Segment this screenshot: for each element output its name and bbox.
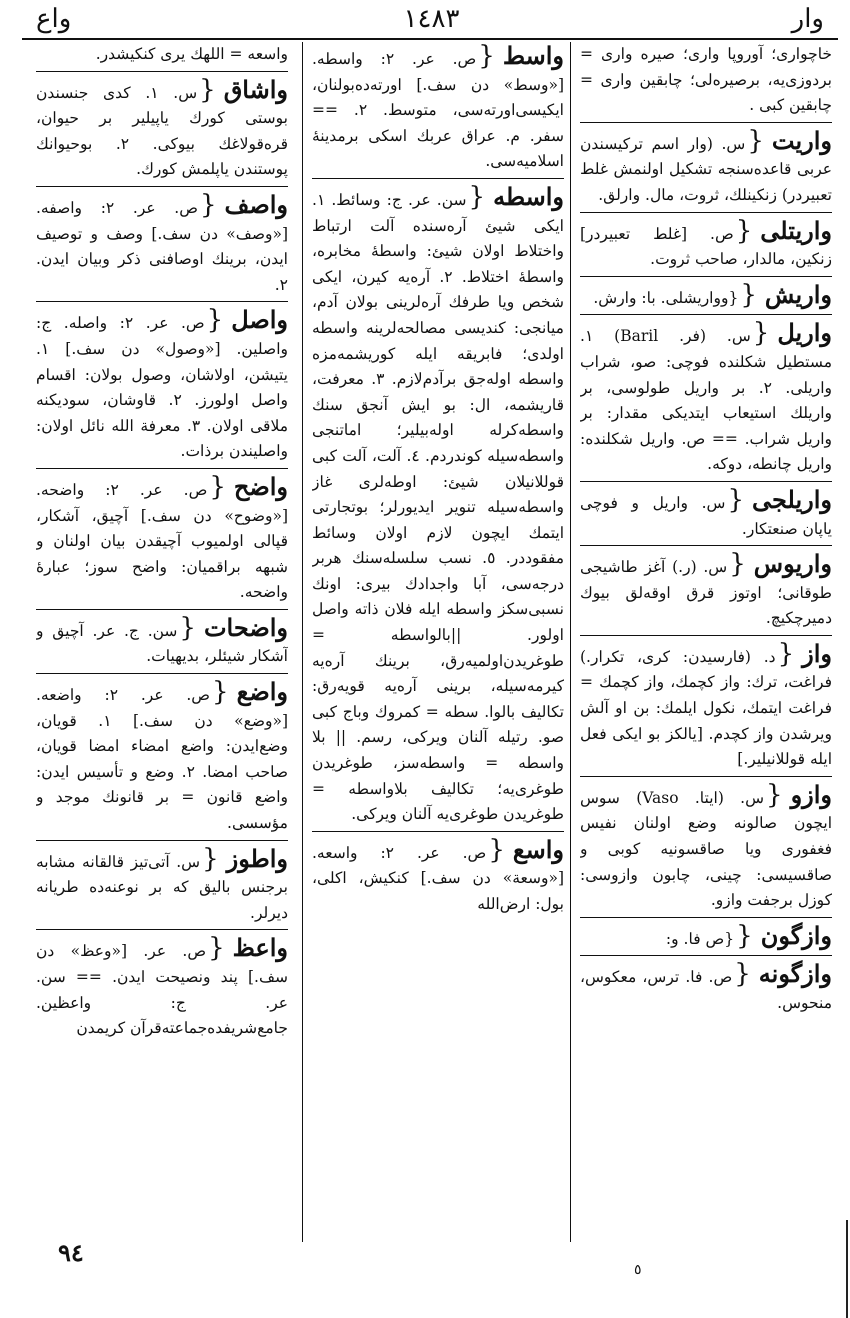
page-number: ١٤٨٣ bbox=[403, 4, 460, 34]
entry-definition: ص. عر. ٢: واضحه. [«وضوح» دن سف.] آچیق، آشکار، قپالی اولمیوب آچیقدن بیان اولنان و شبهه براقمیان: واضح سوز؛ عبارهٔ واضحه. bbox=[36, 480, 288, 602]
running-header bbox=[22, 0, 838, 38]
entry-headword: واسط bbox=[502, 42, 564, 70]
dictionary-entry bbox=[580, 127, 832, 213]
entry-brace: { bbox=[727, 484, 745, 515]
entry-headword: واسع bbox=[512, 834, 564, 864]
entry-definition: س. واریل و فوچی یاپان صنعتکار. bbox=[580, 493, 832, 538]
entry-definition: س. (ایتا. Vaso) سوس ایچون صالونه وضع اولنان نفیس فغفوری ویا صاقسونیه کوبی و صاقسیسی: چینی، چابون وازوسی: کوزل برجفت وازو. bbox=[580, 788, 832, 910]
dictionary-entry bbox=[580, 42, 832, 123]
entry-definition: س. (وار اسم ترکیسندن عربی قاعده‌سنجه تشکیل اولنمش غلط تعبیردر) زنکینلك، ثروت، مال. وارلق. bbox=[580, 134, 832, 204]
entry-headword: واضع bbox=[236, 677, 288, 707]
entry-definition: {وواریشلی. با: وارش. bbox=[593, 288, 739, 307]
dictionary-entry bbox=[312, 42, 564, 179]
column-left bbox=[36, 42, 288, 1242]
dictionary-entry bbox=[580, 319, 832, 482]
dictionary-entry bbox=[580, 922, 832, 957]
entry-brace: { bbox=[209, 471, 226, 502]
entry-brace: { bbox=[199, 74, 216, 105]
entry-brace: { bbox=[206, 305, 224, 336]
entry-definition: س. (ر.) آغز طاشیجی طوقانی؛ اوتوز قرق اوقه‌لق بیوك دمیرچکیچ. bbox=[580, 558, 832, 628]
dictionary-entry bbox=[312, 836, 564, 921]
entry-definition: ص. عر. ٢: واصله. ج: واصلین. [«وصول» دن سف.] ١. یتیشن، اولاشان، وصول بولان: اقسام واصل اولورز. ٢. قاوشان، سودیکنه ملاقی اولان. ٣. معرفة الله نائل اولان: واصلیندن برذات. bbox=[36, 314, 288, 461]
entry-definition: {ص فا. و: bbox=[665, 929, 735, 948]
dictionary-entry bbox=[36, 845, 288, 931]
entry-brace: { bbox=[179, 612, 196, 643]
dictionary-entry bbox=[36, 614, 288, 674]
header-left: واع bbox=[36, 4, 72, 34]
dictionary-entry bbox=[580, 281, 832, 316]
entry-definition: س. (فر. Baril) ١. مستطیل شکلنده فوچی: صو، شراب واریلی. ٢. بر واریل طولوسی، بر واریلك استیعاب ایتدیکی مقدار: بر واریل شراب. == ص. واریل شکلنده: واریل چانطه، دوکه. bbox=[580, 327, 832, 474]
dictionary-entry bbox=[580, 550, 832, 636]
footer-mark: ٥ bbox=[634, 1262, 642, 1278]
entry-definition: ص. [غلط تعبیردر] زنکین، مالدار، صاحب ثروت. bbox=[580, 224, 832, 269]
entry-headword: وازگونه bbox=[758, 959, 832, 989]
dictionary-entry bbox=[36, 76, 288, 187]
entry-definition: ص. عر. ٢: واسعه. [«وسعة» دن سف.] کنکیش، اکلی، بول: ارض‌الله bbox=[312, 843, 564, 913]
entry-definition: ص. عر. [«وعظ» دن سف.] پند ونصیحت ایدن. == سن. عر. ج: واعظین. جامع‌شریفده‌جماعته‌قرآن کریمدن bbox=[36, 942, 288, 1038]
entry-definition: ص. عر. ٢: واضعه. [«وضع» دن سف.] ١. قویان، وضع‌ایدن: واضع امضاء امضا قویان، صاحب امضا. ٢. وضع و تأسیس ایدن: واضع قانون = بر قانونك موجد و مؤسسی. bbox=[36, 686, 288, 833]
entry-brace: { bbox=[747, 125, 764, 156]
entry-definition: د. (فارسیدن: کری، تکرار.) فراغت، ترك: واز کچمك، واز کچمك = فراغت ایتمك، نکول ایلمك: بن او آلش ویرشدن واز کچدم. [یالکز بو ایکی فعل ایله قوللانیلیر.] bbox=[580, 647, 832, 769]
column-divider-2 bbox=[570, 42, 571, 1242]
entry-brace: { bbox=[488, 834, 505, 865]
entry-headword: واسطه bbox=[493, 181, 564, 211]
entry-definition: س. ١. کدی جنسندن بوستی کورك یاپیلیر بر حیوان، قره‌قولاغك بیوکی. ٢. بوحیوانك پوستندن یاپلمش کورك. bbox=[36, 83, 288, 179]
entry-brace: { bbox=[734, 959, 751, 990]
column-right bbox=[580, 42, 832, 1242]
entry-brace: { bbox=[468, 181, 486, 212]
entry-definition: ص. عر. ٢: واسطه. [«وسط» دن سف.] اورته‌ده‌بولنان، ایکیسی‌اورته‌سی، متوسط. ٢. == سفر. م. عراق عربك اسکی برمدینهٔ اسلامیه‌سی. bbox=[312, 50, 564, 171]
entry-headword: واضح bbox=[233, 471, 288, 501]
dictionary-entry bbox=[36, 42, 288, 72]
dictionary-page bbox=[22, 0, 838, 1318]
entry-brace: { bbox=[208, 933, 225, 964]
entry-brace: { bbox=[752, 318, 770, 349]
dictionary-entry bbox=[36, 678, 288, 841]
header-rule bbox=[22, 38, 838, 40]
entry-definition: ص. عر. ٢: واصفه. [«وصف» دن سف.] وصف و توصیف ایدن، برینك اوصافنی ذکر وبیان ایدن. ٢. bbox=[36, 198, 288, 294]
entry-headword: واریش bbox=[764, 279, 832, 309]
entry-brace: { bbox=[199, 189, 217, 220]
entry-headword: واصل bbox=[231, 305, 288, 335]
dictionary-entry bbox=[36, 306, 288, 469]
entry-definition: واسعه = اللهك یری کنکیشدر. bbox=[95, 45, 288, 63]
dictionary-entry bbox=[36, 473, 288, 610]
dictionary-entry bbox=[312, 183, 564, 832]
dictionary-entry bbox=[580, 640, 832, 777]
entry-brace: { bbox=[212, 677, 229, 708]
columns bbox=[22, 42, 838, 1242]
entry-definition: سن. عر. ج: وسائط. ١. ایکی شیئ آره‌سنده آلت ارتباط واختلاط اولان شیئ: واسطهٔ مخابره، واسطهٔ اختلاط. ٢. آره‌یه کیرن، ایکی شخص ویا طرفك آره‌لرینی بولان آدم، میانجی: کندیسی مصالحه‌لرینه واسطه اولدی؛ فابریقه ایله کوریشمه‌مزه واسطه اوله‌جق برآدم‌لازم. ٣. معرفت، قاریشمه، ال: بو ایش آنجق سنك واسطه‌کرله اوله‌بیلیر؛ اماتنجی واسطه‌سیله کوندردم. ٤. آلت، آلت کبی قوللانیلان شیئ: اوطه‌لری غاز واسطه‌سیله تنویر ایدیورلر؛ بوتجارتی ایتمك ایچون لازم اولان وسائط مفقوددر. ٥. نسب سلسله‌سنك هربر درجه‌سی، آبا واجدادك بیری: اونك نسبی‌سکز واسطه ایله فلان ذاته واصل اولور. ||بالواسطه = طوغریدن‌اولمیه‌رق، برینك آره‌یه کیرمه‌سیله، برینی آره‌یه قویه‌رق: تکالیف بالوا. سطه = کمروك وباج کبی صو. رتیله آلنان ویرکی، رسم. || بلا واسطه = واسطه‌سز، طوغریدن طوغری‌یه؛ تکالیف بلاواسطه = طوغریدن طوغری‌یه آلنان ویرکی. bbox=[312, 190, 564, 824]
entry-brace: { bbox=[736, 920, 753, 951]
entry-brace: { bbox=[729, 549, 746, 580]
entry-headword: واعظ bbox=[232, 933, 288, 963]
entry-headword: واریت bbox=[771, 125, 832, 155]
entry-headword: واریتلی bbox=[760, 215, 832, 245]
entry-brace: { bbox=[740, 279, 757, 310]
entry-headword: واصف bbox=[224, 189, 288, 219]
entry-definition: س. آتی‌تیز قالقانه مشابه برجنس بالیق که بر نوعنه‌ده طریانه دیرلر. bbox=[36, 852, 288, 922]
entry-brace: { bbox=[777, 638, 795, 669]
entry-headword: وازگون bbox=[760, 920, 832, 950]
entry-brace: { bbox=[478, 42, 495, 71]
dictionary-entry bbox=[36, 191, 288, 302]
entry-headword: واریل bbox=[777, 318, 832, 348]
dictionary-entry bbox=[580, 486, 832, 546]
entry-brace: { bbox=[766, 779, 783, 810]
entry-headword: واریلجی bbox=[752, 484, 832, 514]
entry-headword: وازو bbox=[790, 779, 832, 809]
entry-headword: واریوس bbox=[753, 549, 832, 579]
entry-headword: واضحات bbox=[203, 612, 288, 642]
entry-definition: خاچواری؛ آوروپا واری؛ صیره واری = بردوزی‌یه، برصیره‌لی؛ چابقین واری = چابقین کبی . bbox=[580, 45, 832, 115]
column-middle bbox=[312, 42, 564, 1242]
dictionary-entry bbox=[580, 960, 832, 1019]
entry-brace: { bbox=[735, 215, 753, 246]
entry-brace: { bbox=[202, 843, 219, 874]
entry-definition: ص. فا. ترس، معکوس، منحوس. bbox=[580, 968, 832, 1012]
signature-number: ٩٤ bbox=[58, 1238, 84, 1267]
entry-headword: واز bbox=[802, 638, 832, 668]
header-right: وار bbox=[791, 4, 824, 34]
dictionary-entry bbox=[36, 934, 288, 1044]
entry-headword: واطوز bbox=[226, 843, 288, 873]
page-edge bbox=[846, 1220, 848, 1318]
dictionary-entry bbox=[580, 217, 832, 277]
entry-definition: سن. ج. عر. آچیق و آشکار شیئلر، بدیهیات. bbox=[36, 621, 288, 666]
dictionary-entry bbox=[580, 781, 832, 918]
entry-headword: واشاق bbox=[223, 74, 288, 104]
column-divider-1 bbox=[302, 42, 303, 1242]
